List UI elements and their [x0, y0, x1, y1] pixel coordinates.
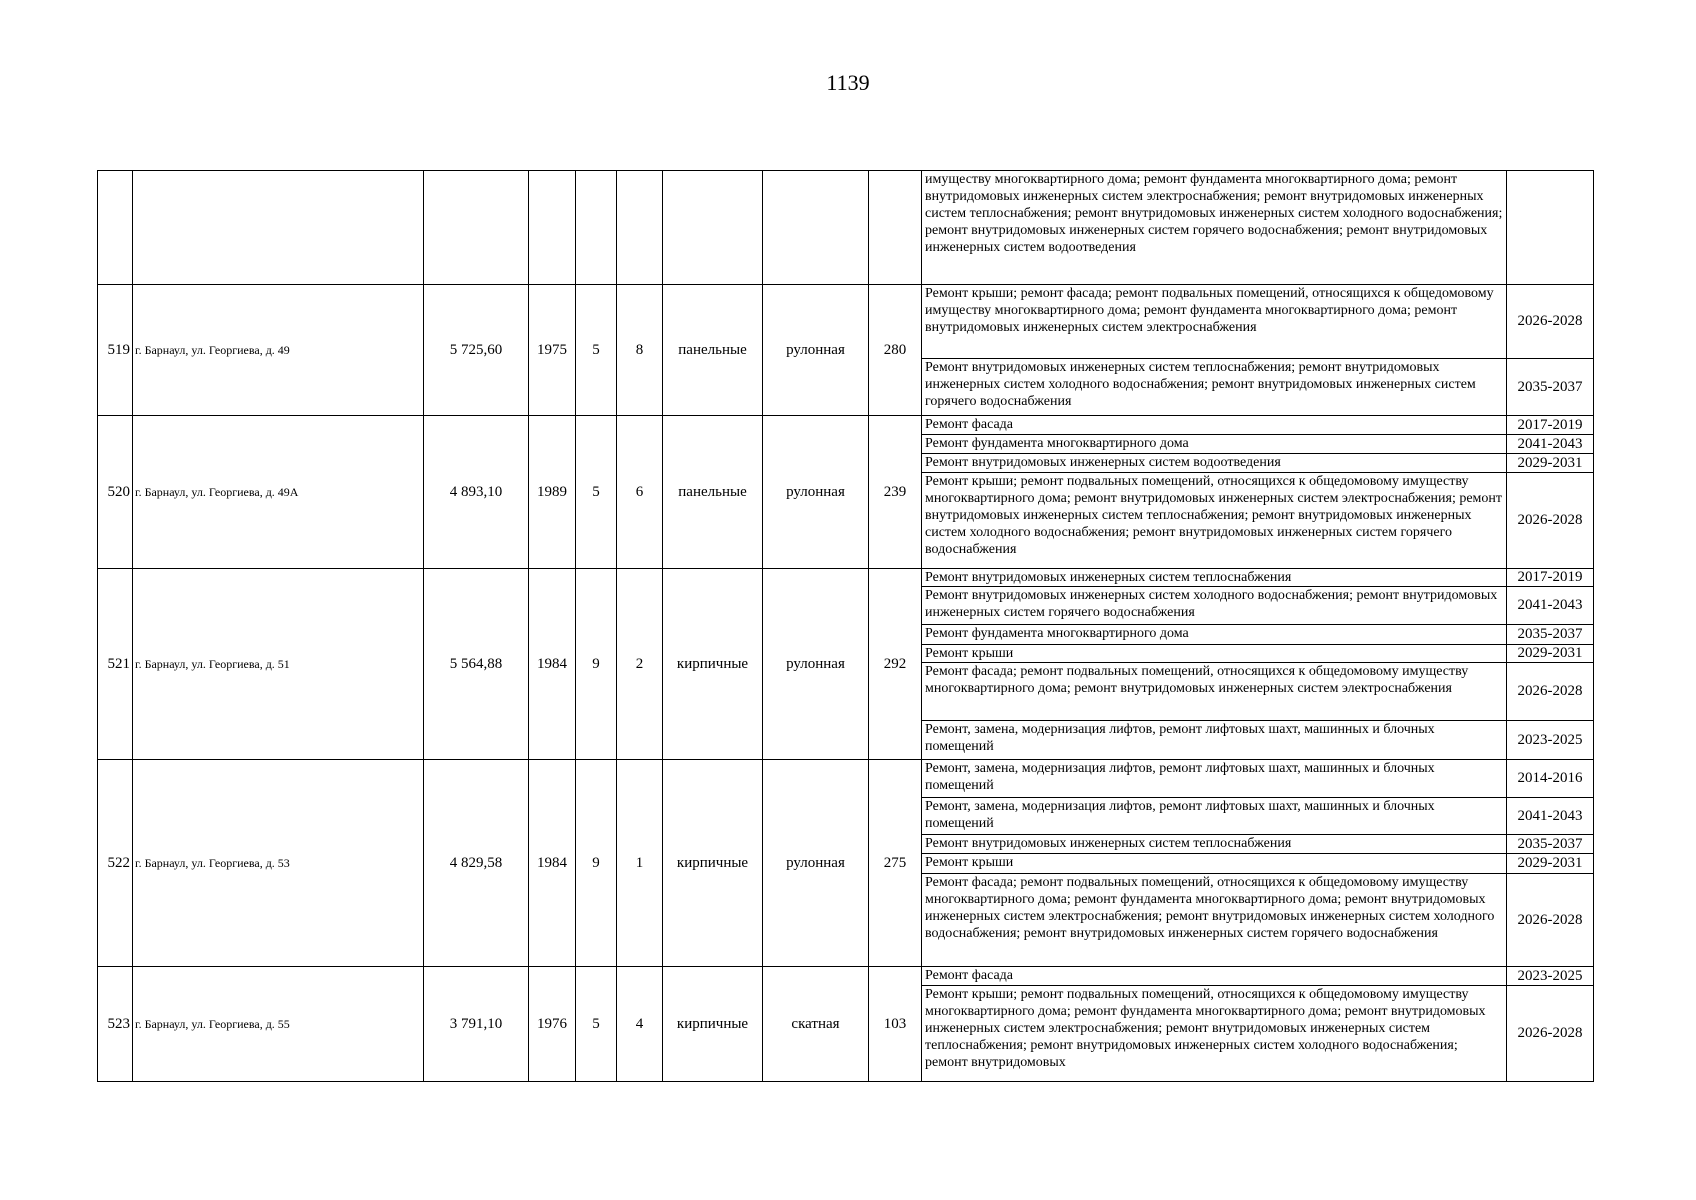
wall-material-cell: кирпичные — [663, 967, 763, 1082]
work-description-cell: Ремонт фасада; ремонт подвальных помещений, относящихся к общедомовому имуществу многоквартирного дома; ремонт фундамента многоквартирного дома; ремонт внутридомовых инженерных систем электроснабжения; ремонт внутридомовых инженерных систем холодного водоснабжения; ремонт внутридомовых инженерных систем горячего водоснабжения — [922, 874, 1507, 967]
work-description-cell: Ремонт внутридомовых инженерных систем теплоснабжения — [922, 835, 1507, 854]
work-period-cell: 2029-2031 — [1507, 645, 1594, 663]
build-year-cell: 1989 — [529, 416, 576, 569]
entrances-cell: 6 — [617, 416, 663, 569]
continuation-walls-cell — [663, 171, 763, 285]
floors-cell: 9 — [576, 760, 617, 967]
work-description-cell: Ремонт фасада; ремонт подвальных помещений, относящихся к общедомовому имуществу многоквартирного дома; ремонт внутридомовых инженерных систем электроснабжения — [922, 663, 1507, 721]
floors-cell: 5 — [576, 416, 617, 569]
residents-cell: 103 — [869, 967, 922, 1082]
house-number-cell: 522 — [98, 760, 133, 967]
work-description-cell: Ремонт, замена, модернизация лифтов, ремонт лифтовых шахт, машинных и блочных помещений — [922, 798, 1507, 835]
page-number: 1139 — [826, 70, 870, 95]
roof-type-cell: рулонная — [763, 569, 869, 760]
roof-type-cell: рулонная — [763, 760, 869, 967]
continuation-residents-cell — [869, 171, 922, 285]
wall-material-cell: панельные — [663, 285, 763, 416]
entrances-cell: 2 — [617, 569, 663, 760]
work-period-cell: 2014-2016 — [1507, 760, 1594, 798]
work-period-cell: 2017-2019 — [1507, 569, 1594, 587]
residents-cell: 280 — [869, 285, 922, 416]
continuation-number-cell — [98, 171, 133, 285]
entrances-cell: 1 — [617, 760, 663, 967]
work-period-cell: 2035-2037 — [1507, 359, 1594, 416]
work-description-cell: Ремонт внутридомовых инженерных систем теплоснабжения; ремонт внутридомовых инженерных систем холодного водоснабжения; ремонт внутридомовых инженерных систем горячего водоснабжения — [922, 359, 1507, 416]
entrances-cell: 4 — [617, 967, 663, 1082]
continuation-roof-cell — [763, 171, 869, 285]
house-number-cell: 519 — [98, 285, 133, 416]
work-description-cell: Ремонт крыши — [922, 645, 1507, 663]
continuation-period-cell — [1507, 171, 1594, 285]
wall-material-cell: панельные — [663, 416, 763, 569]
build-year-cell: 1984 — [529, 569, 576, 760]
build-year-cell: 1975 — [529, 285, 576, 416]
build-year-cell: 1976 — [529, 967, 576, 1082]
continuation-area-cell — [424, 171, 529, 285]
roof-type-cell: рулонная — [763, 285, 869, 416]
work-period-cell: 2041-2043 — [1507, 798, 1594, 835]
work-period-cell: 2026-2028 — [1507, 663, 1594, 721]
work-period-cell: 2035-2037 — [1507, 835, 1594, 854]
total-area-cell: 5 564,88 — [424, 569, 529, 760]
work-description-cell: Ремонт внутридомовых инженерных систем водоотведения — [922, 454, 1507, 473]
continuation-floors-cell — [576, 171, 617, 285]
address-cell: г. Барнаул, ул. Георгиева, д. 53 — [133, 760, 424, 967]
floors-cell: 9 — [576, 569, 617, 760]
continuation-address-cell — [133, 171, 424, 285]
work-period-cell: 2026-2028 — [1507, 874, 1594, 967]
work-description-cell: Ремонт крыши — [922, 854, 1507, 874]
total-area-cell: 3 791,10 — [424, 967, 529, 1082]
build-year-cell: 1984 — [529, 760, 576, 967]
repair-schedule-table — [97, 170, 1594, 1082]
house-number-cell: 520 — [98, 416, 133, 569]
entrances-cell: 8 — [617, 285, 663, 416]
total-area-cell: 4 829,58 — [424, 760, 529, 967]
work-period-cell: 2041-2043 — [1507, 587, 1594, 625]
floors-cell: 5 — [576, 967, 617, 1082]
work-period-cell: 2026-2028 — [1507, 473, 1594, 569]
work-description-cell: Ремонт крыши; ремонт фасада; ремонт подвальных помещений, относящихся к общедомовому имуществу многоквартирного дома; ремонт фундамента многоквартирного дома; ремонт внутридомовых инженерных систем электроснабжения — [922, 285, 1507, 359]
address-cell: г. Барнаул, ул. Георгиева, д. 55 — [133, 967, 424, 1082]
total-area-cell: 5 725,60 — [424, 285, 529, 416]
roof-type-cell: рулонная — [763, 416, 869, 569]
work-period-cell: 2035-2037 — [1507, 625, 1594, 645]
residents-cell: 292 — [869, 569, 922, 760]
work-period-cell: 2026-2028 — [1507, 986, 1594, 1082]
work-period-cell: 2023-2025 — [1507, 967, 1594, 986]
wall-material-cell: кирпичные — [663, 760, 763, 967]
work-period-cell: 2026-2028 — [1507, 285, 1594, 359]
continuation-year-cell — [529, 171, 576, 285]
work-description-cell: Ремонт, замена, модернизация лифтов, ремонт лифтовых шахт, машинных и блочных помещений — [922, 760, 1507, 798]
house-number-cell: 521 — [98, 569, 133, 760]
continuation-works-cell: имуществу многоквартирного дома; ремонт фундамента многоквартирного дома; ремонт внутридомовых инженерных систем электроснабжения; ремонт внутридомовых инженерных систем теплоснабжения; ремонт внутридомовых инженерных систем холодного водоснабжения; ремонт внутридомовых инженерных систем горячего водоснабжения; ремонт внутридомовых инженерных систем водоотведения — [922, 171, 1507, 285]
work-period-cell: 2017-2019 — [1507, 416, 1594, 435]
house-number-cell: 523 — [98, 967, 133, 1082]
work-description-cell: Ремонт фундамента многоквартирного дома — [922, 435, 1507, 454]
work-period-cell: 2041-2043 — [1507, 435, 1594, 454]
work-period-cell: 2029-2031 — [1507, 854, 1594, 874]
wall-material-cell: кирпичные — [663, 569, 763, 760]
residents-cell: 275 — [869, 760, 922, 967]
residents-cell: 239 — [869, 416, 922, 569]
roof-type-cell: скатная — [763, 967, 869, 1082]
work-period-cell: 2029-2031 — [1507, 454, 1594, 473]
address-cell: г. Барнаул, ул. Георгиева, д. 49 — [133, 285, 424, 416]
address-cell: г. Барнаул, ул. Георгиева, д. 51 — [133, 569, 424, 760]
work-description-cell: Ремонт внутридомовых инженерных систем холодного водоснабжения; ремонт внутридомовых инженерных систем горячего водоснабжения — [922, 587, 1507, 625]
work-description-cell: Ремонт крыши; ремонт подвальных помещений, относящихся к общедомовому имуществу многоквартирного дома; ремонт фундамента многоквартирного дома; ремонт внутридомовых инженерных систем электроснабжения; ремонт внутридомовых инженерных систем теплоснабжения; ремонт внутридомовых инженерных систем холодного водоснабжения; ремонт внутридомовых — [922, 986, 1507, 1082]
work-description-cell: Ремонт фасада — [922, 416, 1507, 435]
work-description-cell: Ремонт, замена, модернизация лифтов, ремонт лифтовых шахт, машинных и блочных помещений — [922, 721, 1507, 760]
address-cell: г. Барнаул, ул. Георгиева, д. 49А — [133, 416, 424, 569]
total-area-cell: 4 893,10 — [424, 416, 529, 569]
work-period-cell: 2023-2025 — [1507, 721, 1594, 760]
floors-cell: 5 — [576, 285, 617, 416]
work-description-cell: Ремонт внутридомовых инженерных систем теплоснабжения — [922, 569, 1507, 587]
continuation-entrances-cell — [617, 171, 663, 285]
work-description-cell: Ремонт фундамента многоквартирного дома — [922, 625, 1507, 645]
work-description-cell: Ремонт крыши; ремонт подвальных помещений, относящихся к общедомовому имуществу многоквартирного дома; ремонт внутридомовых инженерных систем электроснабжения; ремонт внутридомовых инженерных систем теплоснабжения; ремонт внутридомовых инженерных систем холодного водоснабжения; ремонт внутридомовых инженерных систем горячего водоснабжения — [922, 473, 1507, 569]
work-description-cell: Ремонт фасада — [922, 967, 1507, 986]
